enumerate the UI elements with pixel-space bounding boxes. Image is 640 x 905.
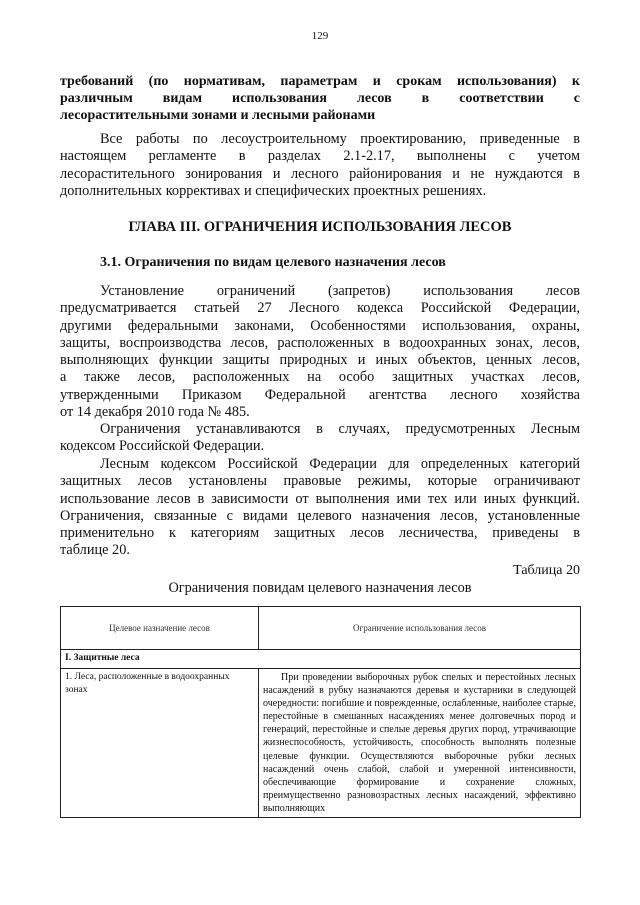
- text-line: применительно к категориям защитных лесов лесничества, приведены в: [60, 525, 580, 542]
- paragraph-cases: [60, 421, 580, 456]
- table-row: [61, 669, 581, 818]
- paragraph-legal-regimes: [60, 456, 580, 560]
- heading-line: различным видам использования лесов в соответствии с: [60, 91, 580, 106]
- text-line: настоящем регламенте в разделах 2.1-2.17, выполнены с учетом: [60, 148, 580, 165]
- text-line: предусматривается статьей 27 Лесного кодекса Российской Федерации,: [60, 300, 580, 317]
- text-line: от 14 декабря 2010 года № 485.: [60, 404, 250, 421]
- text-line: другими федеральными законами, Особенностями использования, охраны,: [60, 317, 580, 334]
- section-title: 3.1. Ограничения по видам целевого назначения лесов: [100, 255, 446, 270]
- text-line: выполняющих функции защиты природных и иных объектов, ценных лесов,: [60, 352, 580, 369]
- text-line: кодексом Российской Федерации.: [60, 438, 265, 455]
- table-section-row: [61, 650, 581, 669]
- text-line: защиты, воспроизводства лесов, расположенных в водоохранных зонах, лесов,: [60, 334, 580, 351]
- text-line: таблице 20.: [60, 542, 130, 559]
- requirements-heading: [60, 73, 580, 124]
- intro-paragraph: [60, 131, 580, 200]
- page-number: 129: [311, 30, 329, 42]
- restrictions-table: [60, 606, 581, 818]
- text-line: Ограничения устанавливаются в случаях, предусмотренных Лесным: [100, 421, 580, 437]
- table-section-cell: I. Защитные леса: [61, 650, 581, 669]
- paragraph-restrictions-basis: [60, 283, 580, 421]
- text-line: Ограничения, связанные с видами целевого назначения лесов, установленные: [60, 507, 580, 524]
- chapter-title: ГЛАВА III. ОГРАНИЧЕНИЯ ИСПОЛЬЗОВАНИЯ ЛЕСОВ: [128, 219, 512, 235]
- text-line: Лесным кодексом Российской Федерации для определенных категорий: [100, 456, 580, 472]
- text-line: Все работы по лесоустроительному проектированию, приведенные в: [100, 131, 580, 147]
- heading-line: требований (по нормативам, параметрам и срокам использования) к: [60, 74, 580, 89]
- table-header-cell: Целевое назначение лесов: [61, 607, 259, 650]
- text-line: а также лесов, расположенных на особо защитных участках лесов,: [60, 369, 580, 386]
- text-line: лесорастительного зонирования и лесного районирования и не нуждаются в: [60, 165, 580, 182]
- table-cell-purpose: 1. Леса, расположенные в водоохранных зонах: [61, 669, 259, 818]
- table-header-cell: Ограничение использования лесов: [259, 607, 581, 650]
- table-header-row: [61, 607, 581, 650]
- text-line: Установление ограничений (запретов) использования лесов: [100, 283, 580, 299]
- text-line: утвержденными Приказом Федеральной агентства лесного хозяйства: [60, 386, 580, 403]
- table-label: Таблица 20: [513, 563, 580, 578]
- text-line: дополнительных коррективах и специфических проектных решениях.: [60, 182, 487, 199]
- heading-line: лесорастительными зонами и лесными районами: [60, 108, 376, 123]
- table-cell-restriction: При проведении выборочных рубок спелых и перестойных лесных насаждений в рубку назначаются деревья и кустарники в следующей очередности: погибшие и поврежденные, ослабленные, наиболее старые, перестойные в смешанных насаждениях менее долговечных пород и генераций, перестойные и спелые деревья других пород, утрачивающие жизнеспособность, устойчивость, способность выполнять полезные целевые функции. Осуществляются выборочные рубки лесных насаждений очень слабой, слабой и умеренной интенсивности, обеспечивающие формирование и сохранение сложных, преимущественно разновозрастных лесных насаждений, эффективно выполняющих: [259, 669, 581, 818]
- table-title: Ограничения повидам целевого назначения лесов: [168, 580, 472, 596]
- text-line: защитных лесов установлены правовые режимы, которые ограничивают: [60, 473, 580, 490]
- text-line: использование лесов в зависимости от выполнения ими тех или иных функций.: [60, 490, 580, 507]
